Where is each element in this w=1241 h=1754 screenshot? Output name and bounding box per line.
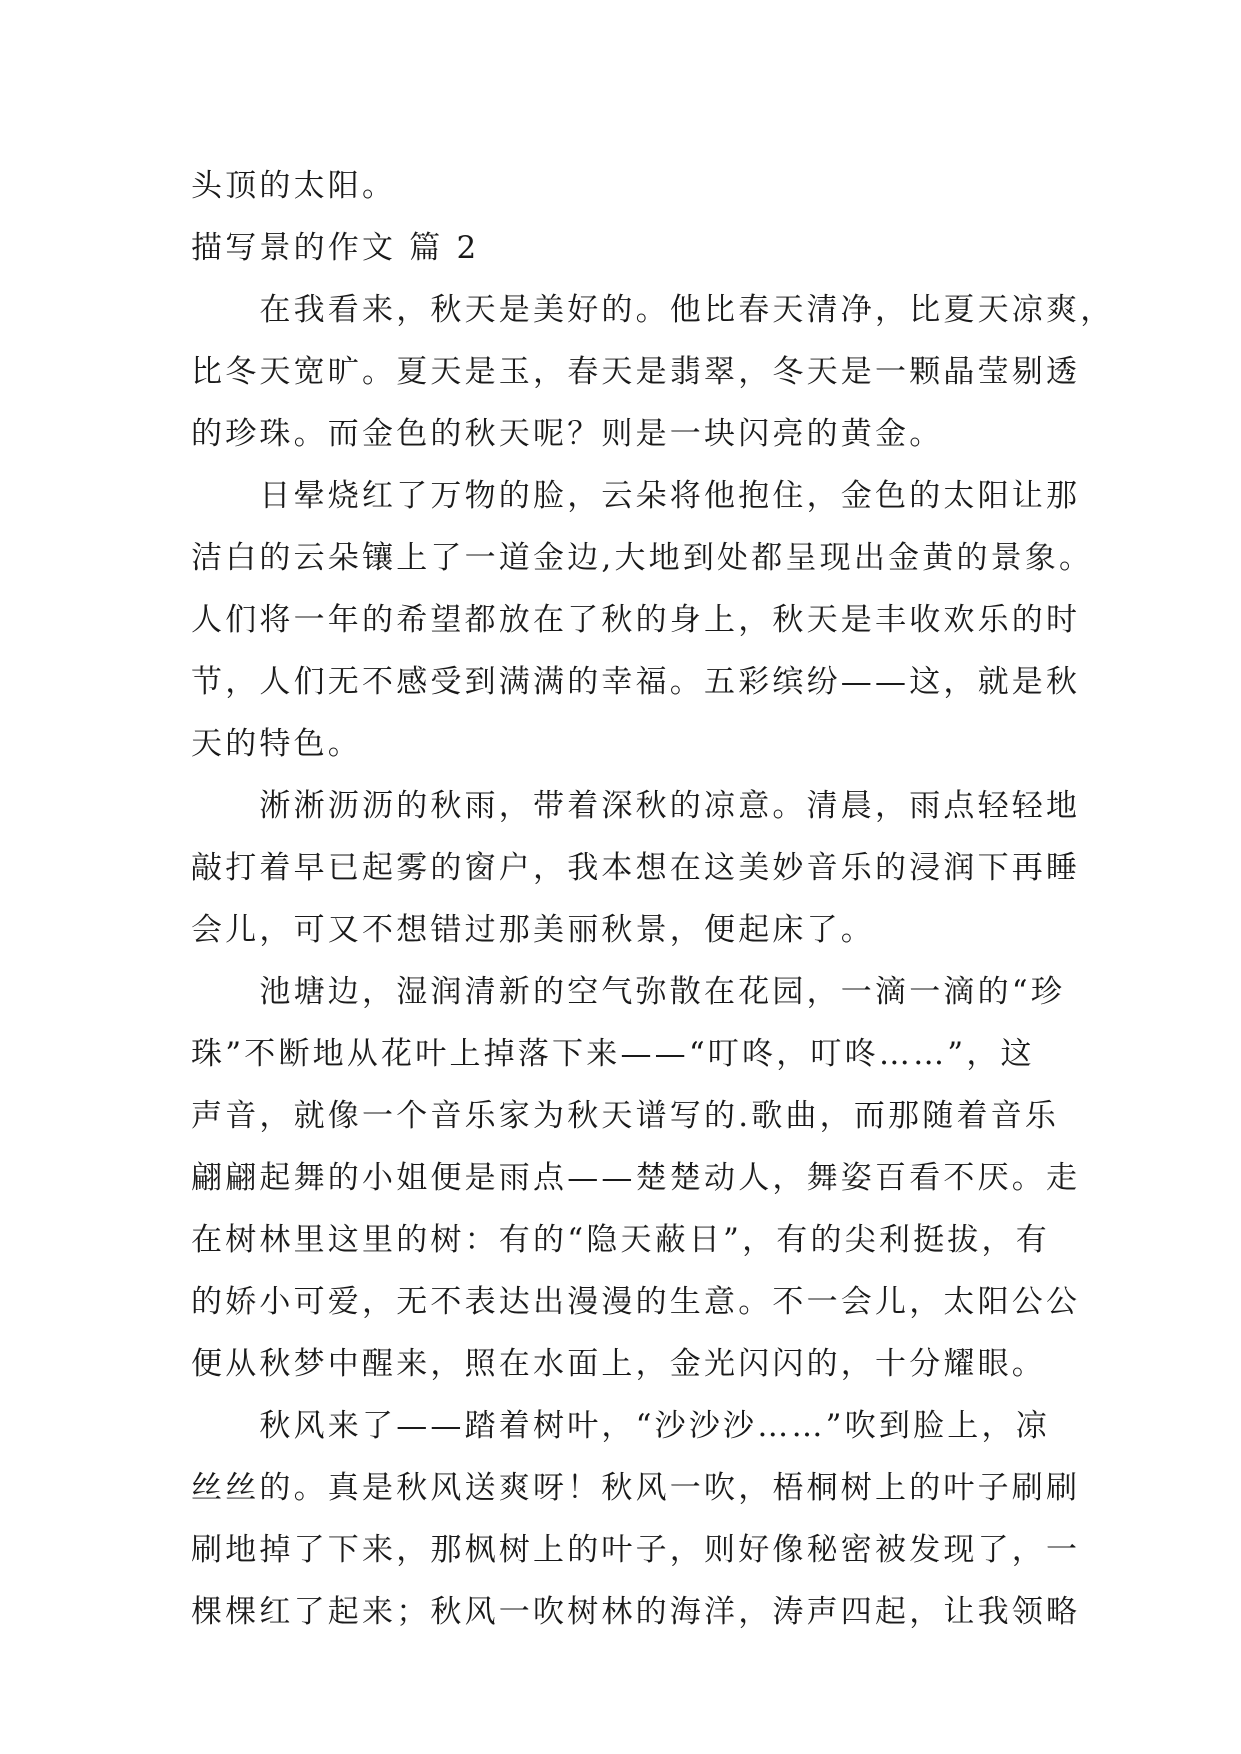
text-line: 的珍珠。而金色的秋天呢？则是一块闪亮的黄金。 (191, 416, 944, 452)
text-line: 会儿，可又不想错过那美丽秋景，便起床了。 (191, 912, 875, 948)
text-line: 声音，就像一个音乐家为秋天谱写的.歌曲，而那随着音乐 (191, 1098, 1060, 1134)
text-line: 珠”不断地从花叶上掉落下来——“叮咚，叮咚……”，这 (191, 1036, 1035, 1072)
text-line: 敲打着早已起雾的窗户，我本想在这美妙音乐的浸润下再睡 (191, 850, 1081, 886)
text-line: 的娇小可爱，无不表达出漫漫的生意。不一会儿，太阳公公 (191, 1284, 1081, 1320)
text-line: 人们将一年的希望都放在了秋的身上，秋天是丰收欢乐的时 (191, 602, 1081, 638)
text-line: 节，人们无不感受到满满的幸福。五彩缤纷——这，就是秋 (191, 664, 1081, 700)
text-line: 天的特色。 (191, 726, 362, 762)
text-line: 棵棵红了起来；秋风一吹树林的海洋，涛声四起，让我领略 (191, 1594, 1081, 1630)
text-line: 池塘边，湿润清新的空气弥散在花园，一滴一滴的“珍 (191, 974, 1066, 1010)
text-line: 日晕烧红了万物的脸，云朵将他抱住，金色的太阳让那 (191, 478, 1081, 514)
essay-text (191, 155, 1115, 1643)
section-heading: 描写景的作文 篇 2 (191, 230, 480, 266)
text-line: 翩翩起舞的小姐便是雨点——楚楚动人，舞姿百看不厌。走 (191, 1160, 1081, 1196)
text-line: 丝丝的。真是秋风送爽呀！秋风一吹，梧桐树上的叶子刷刷 (191, 1470, 1081, 1506)
text-line: 在我看来，秋天是美好的。他比春天清净，比夏天凉爽， (191, 292, 1115, 328)
text-line: 刷地掉了下来，那枫树上的叶子，则好像秘密被发现了，一 (191, 1532, 1081, 1568)
text-line: 淅淅沥沥的秋雨，带着深秋的凉意。清晨，雨点轻轻地 (191, 788, 1081, 824)
text-line: 头顶的太阳。 (191, 168, 397, 204)
text-line: 秋风来了——踏着树叶，“沙沙沙……”吹到脸上，凉 (191, 1408, 1050, 1444)
text-line: 比冬天宽旷。夏天是玉，春天是翡翠，冬天是一颗晶莹剔透 (191, 354, 1081, 390)
text-line: 洁白的云朵镶上了一道金边,大地到处都呈现出金黄的景象。 (191, 540, 1094, 576)
text-line: 便从秋梦中醒来，照在水面上，金光闪闪的，十分耀眼。 (191, 1346, 1046, 1382)
text-line: 在树林里这里的树：有的“隐天蔽日”，有的尖利挺拔，有 (191, 1222, 1050, 1258)
